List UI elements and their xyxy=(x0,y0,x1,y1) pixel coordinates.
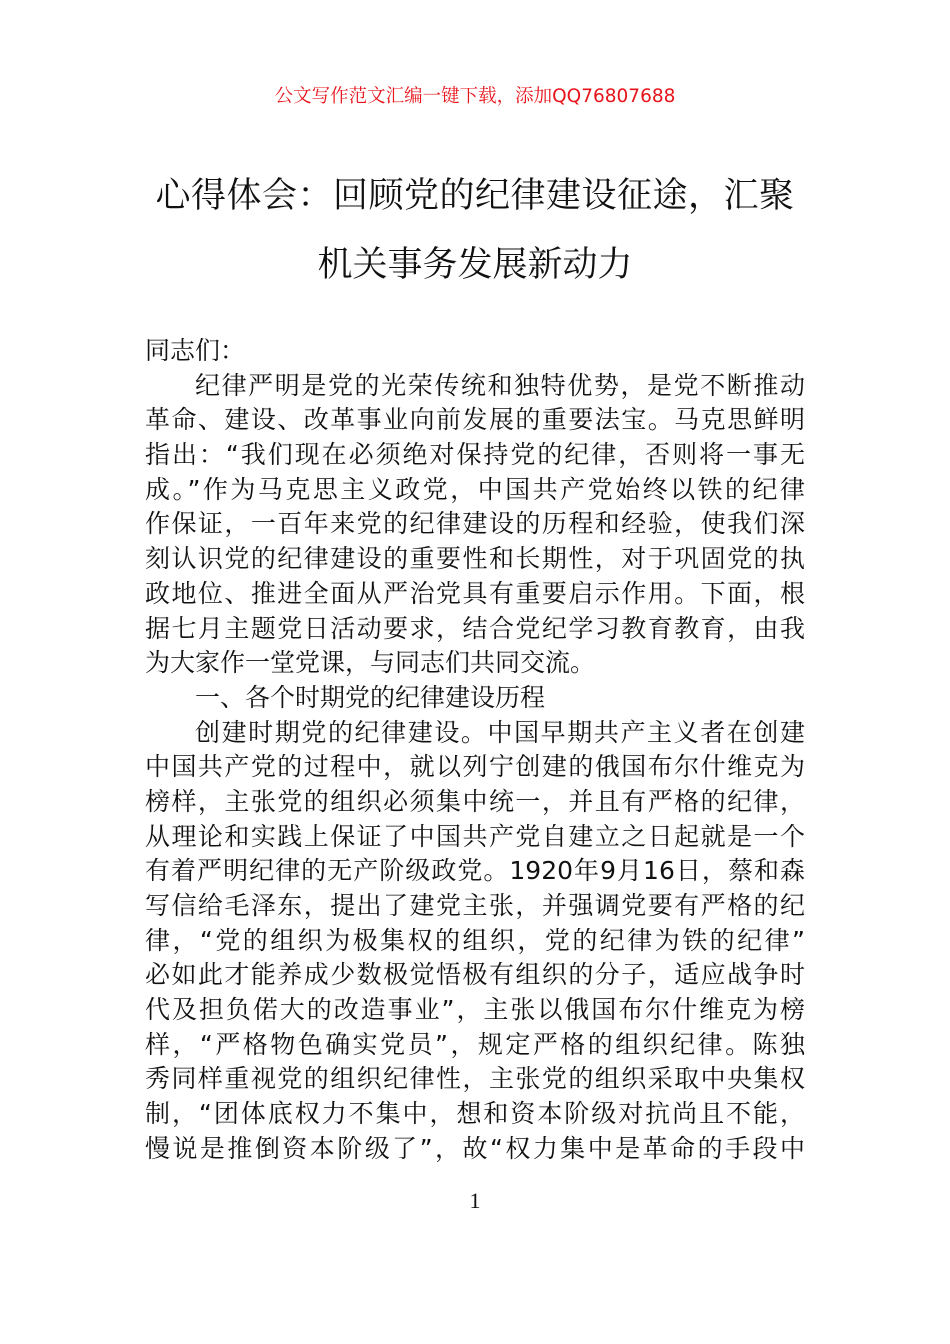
text-line: 一、各个时期党的纪律建设历程 xyxy=(195,682,546,712)
text-line: 秀同样重视党的组织纪律性，主张党的组织采取中央集权 xyxy=(145,1064,805,1094)
text-line: 政地位、推进全面从严治党具有重要启示作用。下面，根 xyxy=(145,578,805,608)
document-title-line-1: 心得体会：回顾党的纪律建设征途，汇聚 xyxy=(155,176,795,216)
text-line: 刻认识党的纪律建设的重要性和长期性，对于巩固党的执 xyxy=(145,544,805,574)
download-watermark: 公文写作范文汇编一键下载，添加QQ76807688 xyxy=(274,86,676,107)
document-body xyxy=(145,334,805,1167)
text-line: 创建时期党的纪律建设。中国早期共产主义者在创建 xyxy=(195,717,805,747)
text-line: 为大家作一堂党课，与同志们共同交流。 xyxy=(145,648,596,678)
text-line: 据七月主题党日活动要求，结合党纪学习教育教育，由我 xyxy=(145,613,805,643)
text-line: 同志们： xyxy=(145,336,246,365)
text-line: 有着严明纪律的无产阶级政党。1920年9月16日，蔡和森 xyxy=(145,856,805,886)
document-title-line-2: 机关事务发展新动力 xyxy=(317,245,633,285)
text-line: 必如此才能养成少数极觉悟极有组织的分子，适应战争时 xyxy=(145,960,805,990)
text-line: 榜样，主张党的组织必须集中统一，并且有严格的纪律， xyxy=(145,786,805,816)
text-line: 慢说是推倒资本阶级了”，故“权力集中是革命的手段中 xyxy=(145,1133,805,1163)
text-line: 律，“党的组织为极集权的组织，党的纪律为铁的纪律” xyxy=(145,925,805,955)
text-line: 作保证，一百年来党的纪律建设的历程和经验，使我们深 xyxy=(145,509,805,539)
text-line: 从理论和实践上保证了中国共产党自建立之日起就是一个 xyxy=(145,821,805,851)
text-line: 纪律严明是党的光荣传统和独特优势，是党不断推动 xyxy=(195,370,805,400)
text-line: 指出：“我们现在必须绝对保持党的纪律，否则将一事无 xyxy=(145,440,805,470)
text-line: 代及担负偌大的改造事业”，主张以俄国布尔什维克为榜 xyxy=(145,995,805,1025)
text-line: 革命、建设、改革事业向前发展的重要法宝。马克思鲜明 xyxy=(145,405,805,435)
text-line: 制，“团体底权力不集中，想和资本阶级对抗尚且不能， xyxy=(145,1099,805,1129)
text-line: 中国共产党的过程中，就以列宁创建的俄国布尔什维克为 xyxy=(145,752,805,782)
text-line: 样，“严格物色确实党员”，规定严格的组织纪律。陈独 xyxy=(145,1029,805,1059)
text-line: 成。”作为马克思主义政党，中国共产党始终以铁的纪律 xyxy=(145,474,805,504)
text-line: 写信给毛泽东，提出了建党主张，并强调党要有严格的纪 xyxy=(145,891,805,920)
salutation xyxy=(145,334,805,369)
section-heading xyxy=(145,681,805,716)
paragraph xyxy=(145,369,805,681)
paragraph xyxy=(145,716,805,1167)
page-number: 1 xyxy=(469,1188,481,1213)
